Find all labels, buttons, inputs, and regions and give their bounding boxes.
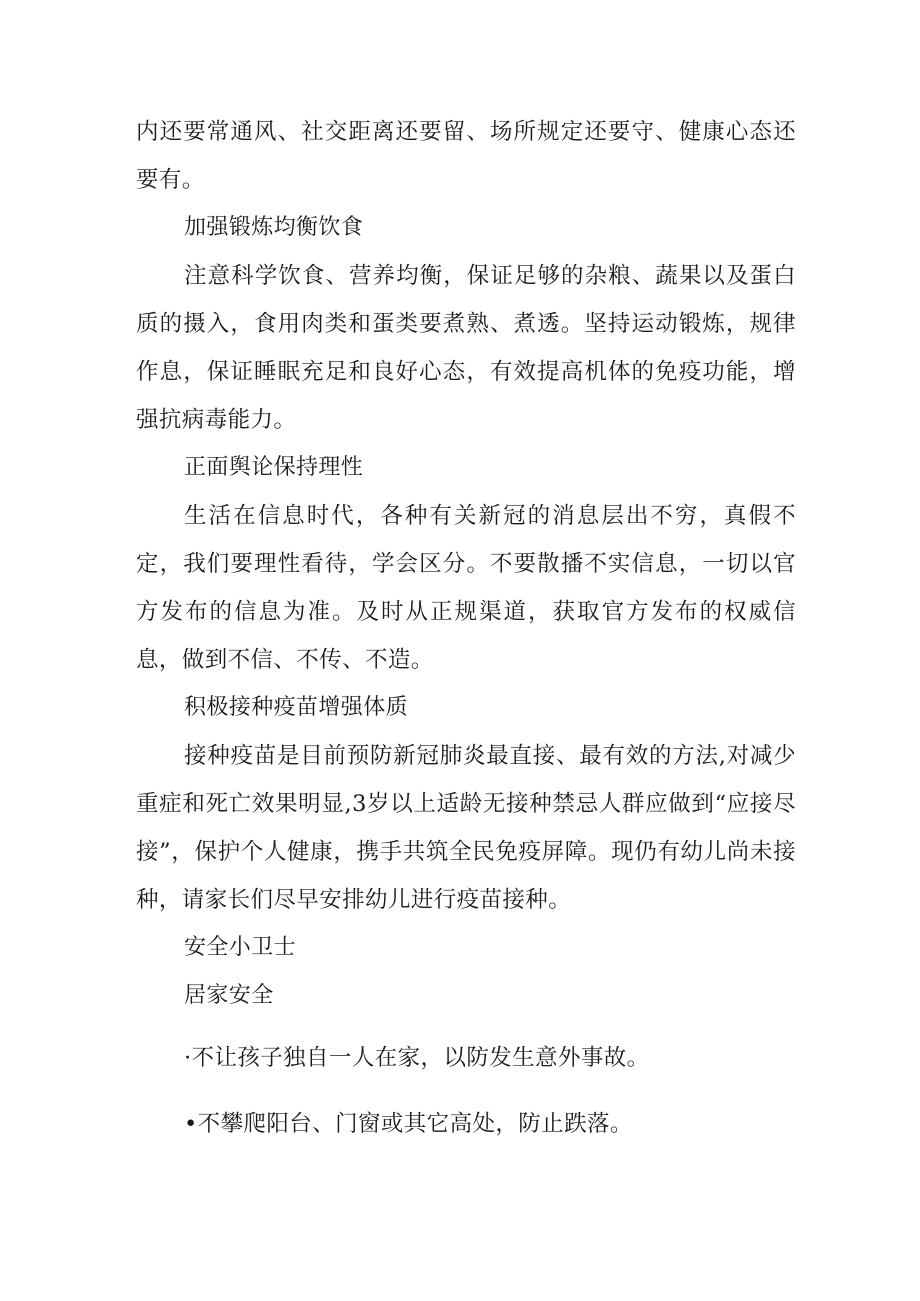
section-body-vaccination: 接种疫苗是目前预防新冠肺炎最直接、最有效的方法,对减少重症和死亡效果明显,3岁以上适龄无接种禁忌人群应做到“应接尽接”，保护个人健康，携手共筑全民免疫屏障。现仍有幼儿尚未接种，请家长们尽早安排幼儿进行疫苗接种。 <box>136 743 796 913</box>
section-heading-public-opinion: 正面舆论保持理性 <box>184 455 364 480</box>
section-body-public-opinion: 生活在信息时代，各种有关新冠的消息层出不穷，真假不定，我们要理性看待，学会区分。不要散播不实信息，一切以官方发布的信息为准。及时从正规渠道，获取官方发布的权威信息，做到不信、不传、不造。 <box>136 503 796 673</box>
section-heading-vaccination: 积极接种疫苗增强体质 <box>184 695 409 720</box>
section-heading-exercise-diet: 加强锻炼均衡饮食 <box>184 215 364 240</box>
document-content <box>136 108 796 1148</box>
continuation-paragraph: 内还要常通风、社交距离还要留、场所规定还要守、健康心态还要有。 <box>136 119 796 193</box>
bullet-item-no-climbing: •不攀爬阳台、门窗或其它高处，防止跌落。 <box>184 1111 633 1137</box>
bullet-item-not-alone: ·不让孩子独自一人在家，以防发生意外事故。 <box>184 1045 650 1071</box>
home-safety-title: 居家安全 <box>184 983 274 1008</box>
safety-guard-title: 安全小卫士 <box>184 935 297 960</box>
section-body-exercise-diet: 注意科学饮食、营养均衡，保证足够的杂粮、蔬果以及蛋白质的摄入，食用肉类和蛋类要煮熟、煮透。坚持运动锻炼，规律作息，保证睡眠充足和良好心态，有效提高机体的免疫功能，增强抗病毒能力。 <box>136 263 796 433</box>
